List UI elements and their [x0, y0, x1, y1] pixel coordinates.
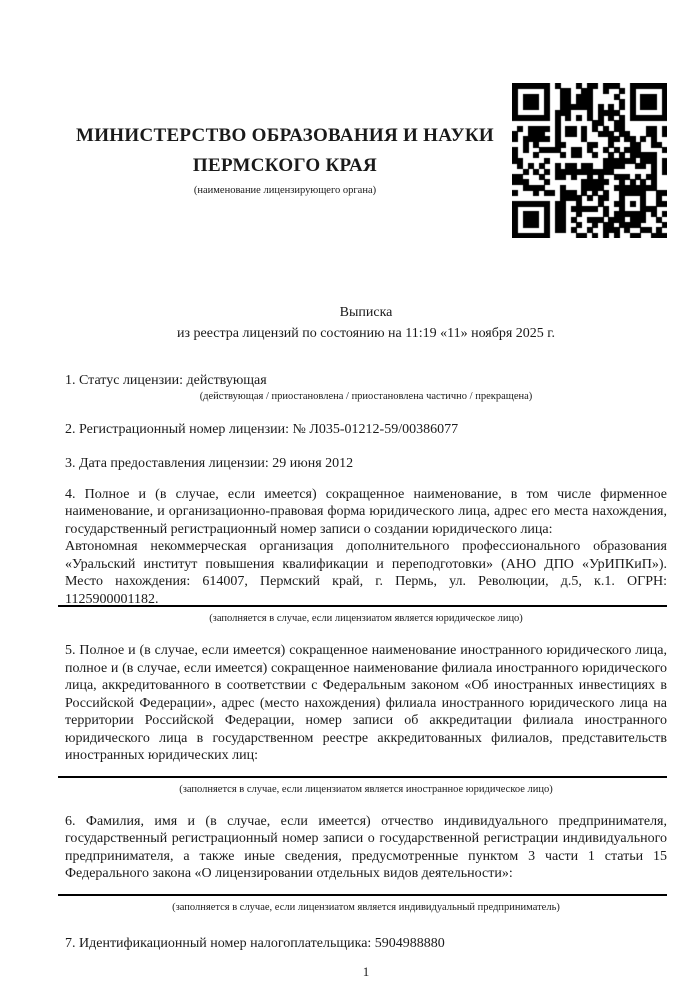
legal-entity-item-value: Автономная некоммерческая организация дополнительного профессионального образования «Уральский институт повышения квалификации и переподготовки» (АНО ДПО «УрИПКиП»). Место нахождения: 614007, Пермский край, г. Пермь, ул. Революции, д.5, к.1. ОГРН: 1125900001182. [65, 539, 667, 607]
grant-date-item: 3. Дата предоставления лицензии: 29 июня 2012 [65, 456, 354, 471]
licensing-authority-block [65, 83, 505, 197]
registration-number-item: 2. Регистрационный номер лицензии: № Л035-01212-59/00386077 [65, 421, 459, 437]
legal-entity-item-label: 4. Полное и (в случае, если имеется) сокращенное наименование, в том числе фирменное наименование, и организационно-правовая форма юридического лица, адрес его места нахождения, государственный регистрационный номер записи о создании юридического лица: [65, 486, 667, 537]
document-title-line2: из реестра лицензий по состоянию на 11:19 «11» ноября 2025 г. [177, 326, 555, 341]
foreign-entity-item-note: (заполняется в случае, если лицензиатом является иностранное юридическое лицо) [179, 783, 553, 795]
document-header [65, 83, 667, 238]
fill-line [58, 776, 667, 778]
ministry-name-line1: МИНИСТЕРСТВО ОБРАЗОВАНИЯ И НАУКИ [75, 125, 495, 146]
status-item: 1. Статус лицензии: действующая [65, 373, 267, 388]
fill-line [58, 894, 667, 896]
status-item-note: (действующая / приостановлена / приостановлена частично / прекращена) [199, 390, 533, 402]
licensing-authority-caption: (наименование лицензирующего органа) [193, 185, 377, 196]
foreign-entity-item-label: 5. Полное и (в случае, если имеется) сокращенное наименование иностранного юридического лица, полное и (в случае, если имеется) сокращенное наименование филиала иностранного юридического лица, аккредитованного в соответствии с Федеральным законом «Об иностранных инвестициях в Российской Федерации», адрес (место нахождения) филиала иностранного юридического лица на территории Российской Федерации, номер записи об аккредитации филиала иностранного юридического лица в государственном реестре аккредитованных филиалов, представительств иностранных юридических лиц: [65, 643, 667, 763]
entrepreneur-item-label: 6. Фамилия, имя и (в случае, если имеется) отчество индивидуального предпринимателя, государственный регистрационный номер записи о государственной регистрации индивидуального предпринимателя, а также иные сведения, предусмотренные пунктом 3 части 1 статьи 15 Федерального закона «О лицензировании отдельных видов деятельности»: [65, 813, 667, 881]
qr-code-icon [512, 83, 667, 238]
qr-code-icon [512, 83, 667, 238]
entrepreneur-item-note: (заполняется в случае, если лицензиатом является индивидуальный предприниматель) [172, 901, 560, 913]
taxpayer-id-item: 7. Идентификационный номер налогоплательщика: 5904988880 [65, 935, 445, 951]
document-title [65, 302, 667, 344]
legal-entity-item-note: (заполняется в случае, если лицензиатом является юридическое лицо) [209, 613, 523, 624]
ministry-name-line2: ПЕРМСКОГО КРАЯ [192, 155, 378, 176]
entrepreneur-item [65, 813, 667, 914]
foreign-entity-item [65, 642, 667, 796]
legal-entity-item [65, 486, 667, 626]
document-title-line1: Выписка [339, 305, 393, 320]
page-number: 1 [362, 964, 370, 979]
